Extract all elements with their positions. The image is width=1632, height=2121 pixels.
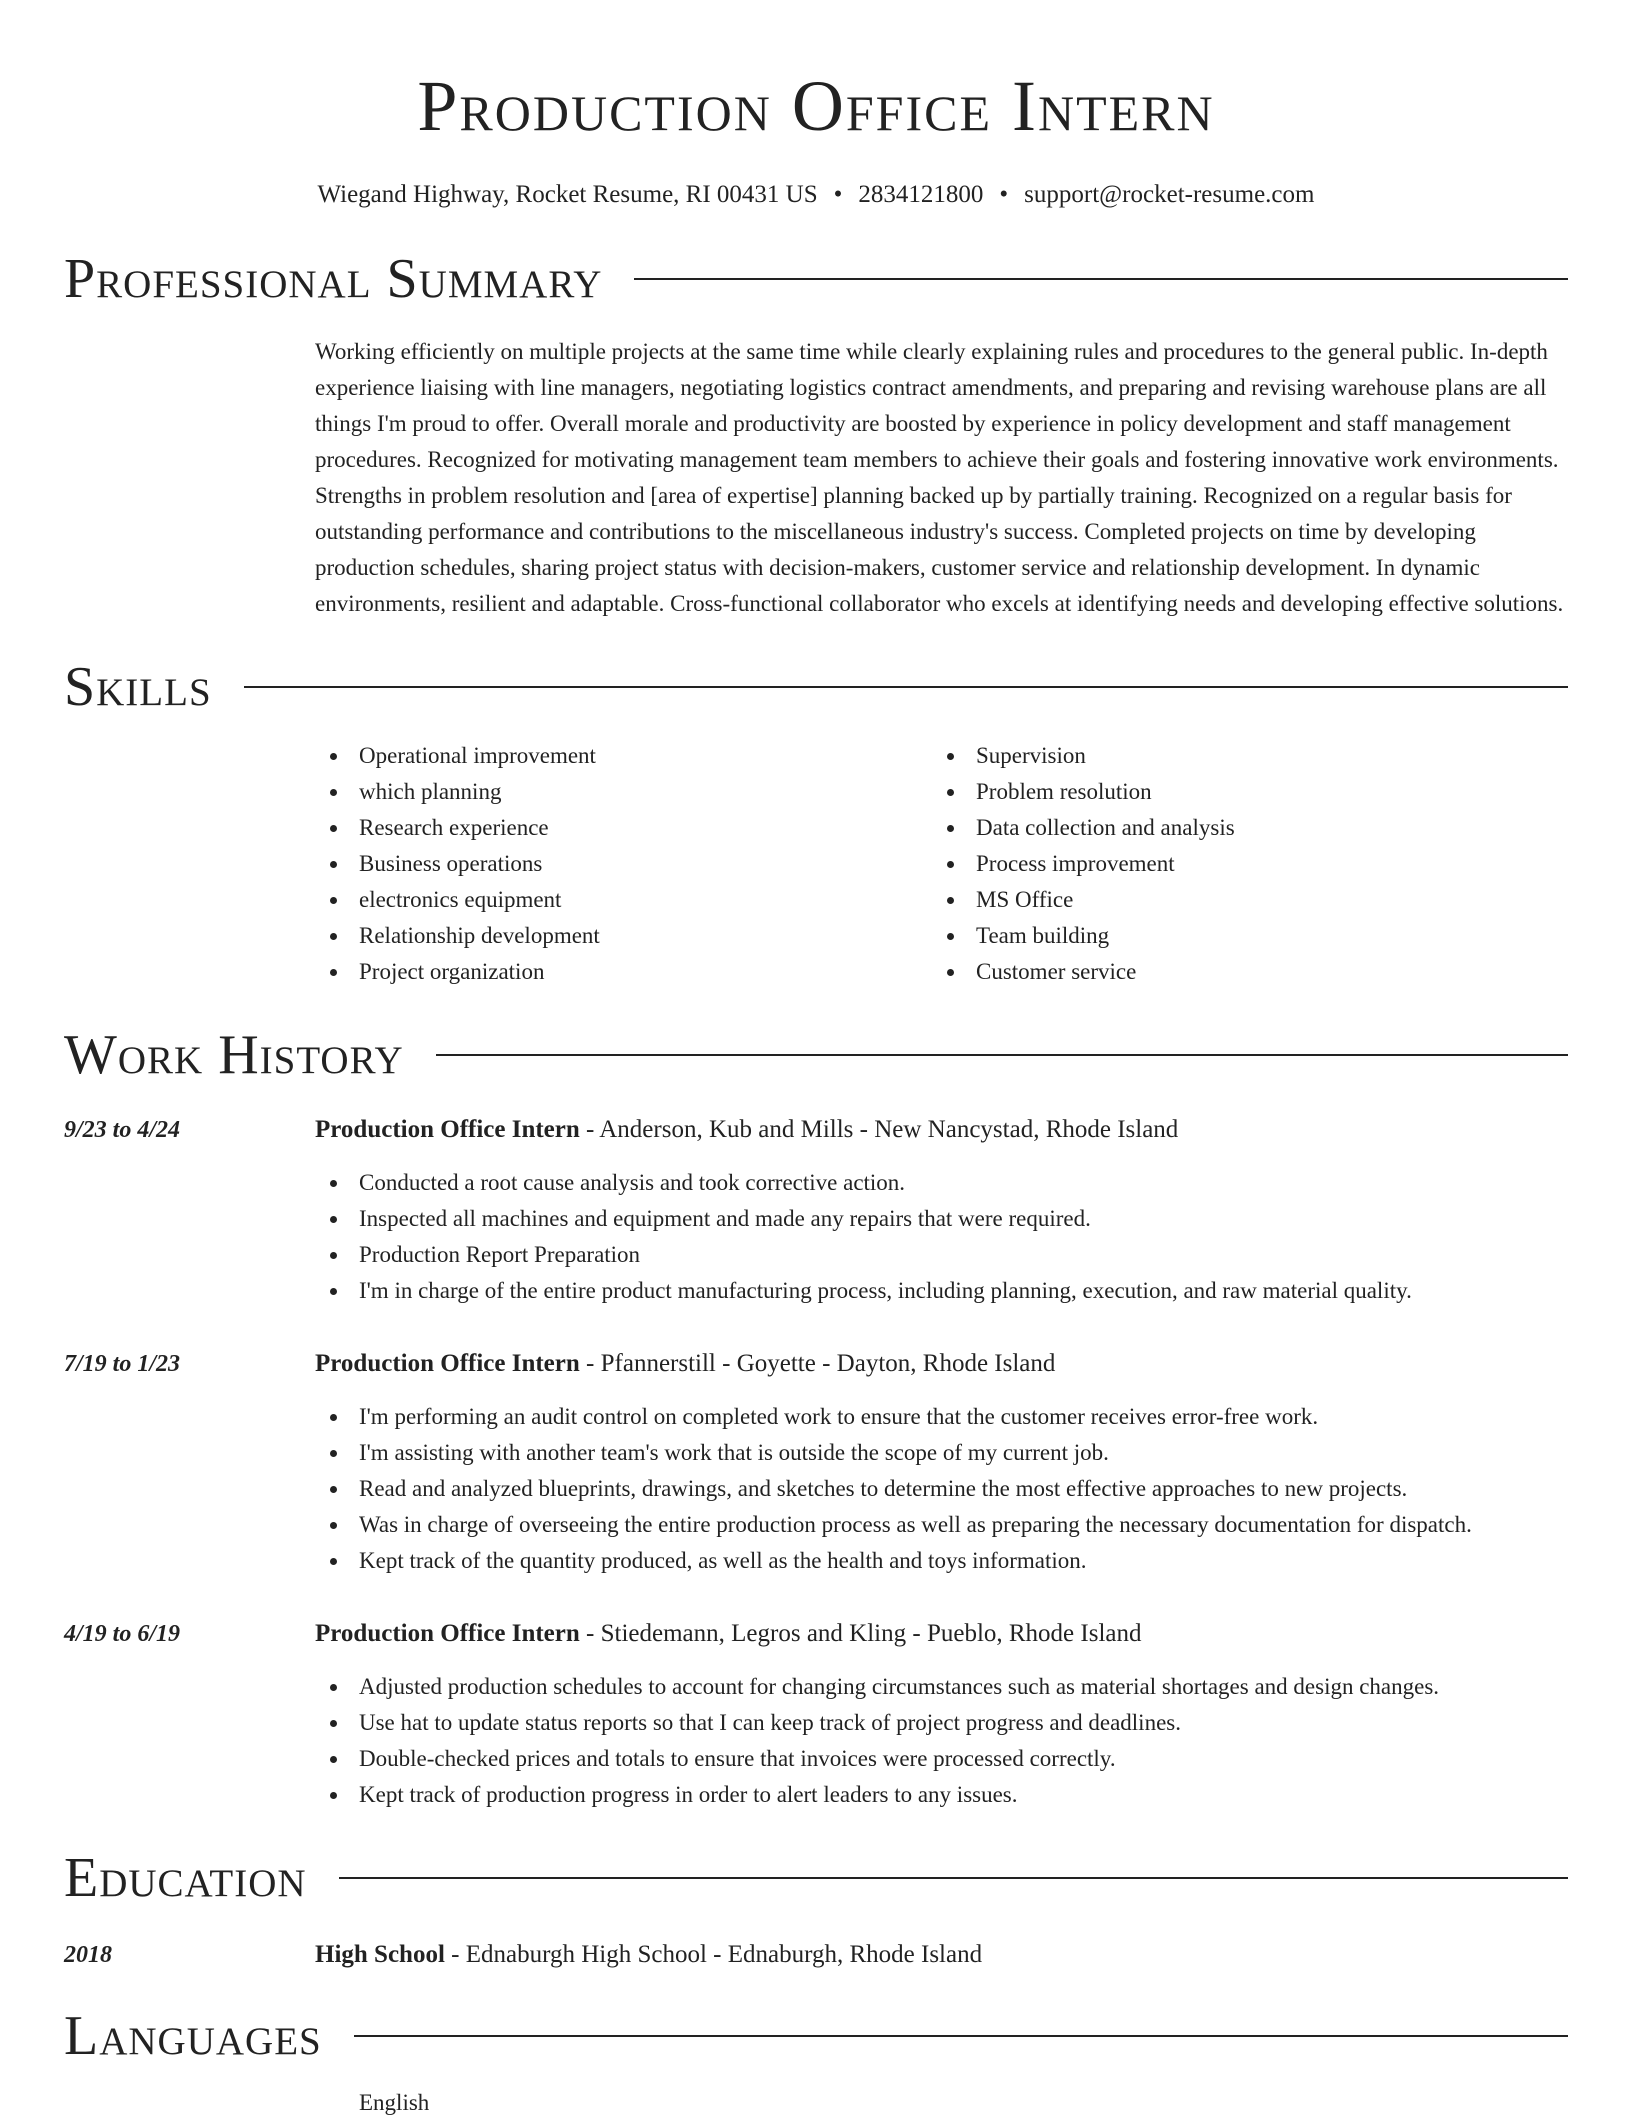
bullet-dot [330, 1684, 337, 1691]
job-company: - Pfannerstill - Goyette - Dayton, Rhode Island [579, 1350, 1056, 1377]
skill-item [315, 810, 932, 846]
skill-item [315, 954, 932, 990]
job-heading [315, 1616, 1568, 1652]
bullet-dot [330, 1792, 337, 1799]
resume-page [64, 0, 1568, 2121]
bullet-dot [330, 825, 337, 832]
bullet-dot [330, 1450, 337, 1457]
job-dates: 9/23 to 4/24 [64, 1117, 181, 1143]
work-history-list [64, 1112, 1568, 1813]
bullet-dot [330, 1216, 337, 1223]
skills-list [315, 738, 1568, 990]
bullet-dot [947, 753, 954, 760]
skill-item [932, 846, 1549, 882]
job-bullet [315, 1237, 1568, 1273]
job-company: - Anderson, Kub and Mills - New Nancystad, Rhode Island [579, 1116, 1179, 1143]
bullet-dot [947, 861, 954, 868]
summary-section-title: Professional Summary [64, 248, 603, 310]
section-divider [339, 1877, 1568, 1879]
job-bullet [315, 1507, 1568, 1543]
job-bullet-text: Was in charge of overseeing the entire production process as well as preparing the necessary documentation for dispatch. [359, 1512, 1472, 1537]
job-bullets [315, 1165, 1568, 1309]
job-bullet [315, 1399, 1568, 1435]
education-section-header [64, 1843, 1568, 1913]
skill-item [932, 738, 1549, 774]
job-bullet [315, 1741, 1568, 1777]
job-bullet-text: Conducted a root cause analysis and took corrective action. [359, 1170, 906, 1195]
bullet-dot [330, 1756, 337, 1763]
job-body [315, 1616, 1568, 1813]
job-bullet [315, 1705, 1568, 1741]
education-year: 2018 [64, 1942, 112, 1968]
job-dates: 7/19 to 1/23 [64, 1351, 181, 1377]
section-divider [244, 686, 1568, 688]
skill-item-text: Business operations [359, 851, 543, 876]
skills-section-title: Skills [64, 656, 212, 718]
contact-address: Wiegand Highway, Rocket Resume, RI 00431 US [317, 181, 818, 208]
section-divider [436, 1054, 1568, 1056]
bullet-dot [330, 1288, 337, 1295]
skills-left-list [315, 738, 932, 990]
bullet-dot [330, 897, 337, 904]
bullet-dot [330, 789, 337, 796]
bullet-dot [330, 861, 337, 868]
bullet-dot [330, 1252, 337, 1259]
skill-item [932, 774, 1549, 810]
job-bullet [315, 1543, 1568, 1579]
skill-item-text: MS Office [976, 887, 1074, 912]
bullet-dot [330, 1522, 337, 1529]
job-bullet-text: Production Report Preparation [359, 1242, 641, 1267]
work-section-title: Work History [64, 1024, 404, 1086]
job-bullet-text: Kept track of production progress in order to alert leaders to any issues. [359, 1782, 1018, 1807]
job-bullet-text: Adjusted production schedules to account for changing circumstances such as material shortages and design changes. [359, 1674, 1440, 1699]
work-section-header [64, 1020, 1568, 1090]
job-bullets [315, 1399, 1568, 1579]
education-details [315, 1937, 982, 1973]
languages-list [315, 2085, 1568, 2121]
job-bullet [315, 1165, 1568, 1201]
job-company: - Stiedemann, Legros and Kling - Pueblo, Rhode Island [579, 1620, 1142, 1647]
job-dates: 4/19 to 6/19 [64, 1621, 181, 1647]
bullet-dot [330, 969, 337, 976]
job-bullet-text: I'm performing an audit control on completed work to ensure that the customer receives error-free work. [359, 1404, 1319, 1429]
summary-text: Working efficiently on multiple projects at the same time while clearly explaining rules and procedures to the general public. In-depth experience liaising with line managers, negotiating logistics contract amendments, and preparing and revising warehouse plans are all things I'm proud to offer. Overall morale and productivity are boosted by experience in policy development and staff management procedures. Recognized for motivating management team members to achieve their goals and fostering innovative work environments. Strengths in problem resolution and [area of expertise] planning backed up by partially training. Recognized on a regular basis for outstanding performance and contributions to the miscellaneous industry's success. Completed projects on time by developing production schedules, sharing project status with decision-makers, customer service and relationship development. In dynamic environments, resilient and adaptable. Cross-functional collaborator who excels at identifying needs and developing effective solutions. [315, 339, 1564, 616]
job-bullet [315, 1201, 1568, 1237]
skill-item [315, 846, 932, 882]
bullet-dot [330, 1180, 337, 1187]
education-section-title: Education [64, 1847, 307, 1909]
skill-item-text: Problem resolution [976, 779, 1152, 804]
skill-item-text: Process improvement [976, 851, 1175, 876]
skill-item-text: Project organization [359, 959, 545, 984]
job-bullet-text: Kept track of the quantity produced, as well as the health and toys information. [359, 1548, 1087, 1573]
contact-separator: • [999, 181, 1009, 208]
skill-item [315, 738, 932, 774]
contact-email: support@rocket-resume.com [1024, 181, 1315, 208]
skill-item-text: Customer service [976, 959, 1137, 984]
job-bullet-text: Inspected all machines and equipment and made any repairs that were required. [359, 1206, 1091, 1231]
contact-phone: 2834121800 [858, 181, 984, 208]
skills-column-right [932, 738, 1549, 990]
job-body [315, 1346, 1568, 1579]
contact-separator: • [833, 181, 843, 208]
job-entry [64, 1346, 1568, 1579]
skills-right-list [932, 738, 1549, 990]
bullet-dot [330, 1558, 337, 1565]
skill-item [315, 918, 932, 954]
skill-item-text: Team building [976, 923, 1110, 948]
skills-section-header [64, 652, 1568, 722]
job-body [315, 1112, 1568, 1309]
job-heading [315, 1346, 1568, 1382]
skills-column-left [315, 738, 932, 990]
bullet-dot [330, 1414, 337, 1421]
job-role: Production Office Intern [315, 1116, 580, 1143]
bullet-dot [947, 933, 954, 940]
summary-section-header [64, 244, 1568, 314]
bullet-dot [330, 753, 337, 760]
skill-item [932, 810, 1549, 846]
job-bullet-text: Use hat to update status reports so that I can keep track of project progress and deadlines. [359, 1710, 1181, 1735]
skill-item [932, 918, 1549, 954]
job-bullet-text: Double-checked prices and totals to ensure that invoices were processed correctly. [359, 1746, 1116, 1771]
languages-section-header [64, 2001, 1568, 2071]
job-heading [315, 1112, 1568, 1148]
skill-item [932, 954, 1549, 990]
bullet-dot [947, 897, 954, 904]
bullet-dot [330, 1486, 337, 1493]
bullet-dot [947, 825, 954, 832]
skill-item-text: Supervision [976, 743, 1086, 768]
section-divider [634, 278, 1568, 280]
job-entry [64, 1112, 1568, 1309]
job-bullet-text: I'm in charge of the entire product manufacturing process, including planning, execution, and raw material quality. [359, 1278, 1412, 1303]
skill-item-text: electronics equipment [359, 887, 562, 912]
skill-item-text: Relationship development [359, 923, 600, 948]
skill-item-text: Research experience [359, 815, 549, 840]
languages-section-title: Languages [64, 2005, 322, 2067]
job-bullet [315, 1435, 1568, 1471]
skill-item-text: Data collection and analysis [976, 815, 1235, 840]
skill-item-text: which planning [359, 779, 502, 804]
skill-item [315, 882, 932, 918]
skill-item-text: Operational improvement [359, 743, 596, 768]
job-bullet [315, 1669, 1568, 1705]
job-role: Production Office Intern [315, 1620, 580, 1647]
job-role: Production Office Intern [315, 1350, 580, 1377]
education-school: - Ednaburgh High School - Ednaburgh, Rhode Island [444, 1941, 983, 1968]
resume-title: Production Office Intern [417, 66, 1215, 146]
job-bullets [315, 1669, 1568, 1813]
education-entry [64, 1937, 1568, 1973]
education-degree: High School [315, 1941, 445, 1968]
job-bullet [315, 1471, 1568, 1507]
contact-line [64, 178, 1568, 212]
bullet-dot [947, 789, 954, 796]
job-entry [64, 1616, 1568, 1813]
bullet-dot [330, 933, 337, 940]
section-divider [354, 2035, 1568, 2037]
bullet-dot [947, 969, 954, 976]
languages-items [315, 2085, 932, 2121]
languages-column [315, 2085, 932, 2121]
skill-item [932, 882, 1549, 918]
job-bullet-text: I'm assisting with another team's work that is outside the scope of my current job. [359, 1440, 1109, 1465]
skill-item [315, 774, 932, 810]
bullet-dot [330, 1720, 337, 1727]
language-item: English [359, 2090, 430, 2115]
job-bullet [315, 1777, 1568, 1813]
job-bullet [315, 1273, 1568, 1309]
job-bullet-text: Read and analyzed blueprints, drawings, and sketches to determine the most effective approaches to new projects. [359, 1476, 1408, 1501]
